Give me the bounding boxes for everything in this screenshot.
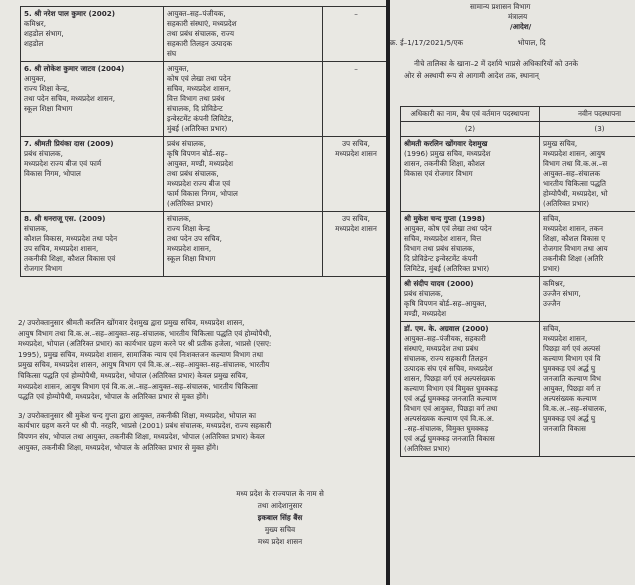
cell-line: मध्यप्रदेश राज्य बीज एवं	[167, 179, 231, 188]
cell-line: विभाग एवं आयुक्त, पिछड़ा वर्ग तथा	[404, 404, 498, 413]
paragraph-line: कार्यभार ग्रहण करने पर श्री पी. नरहरि, भाप्रसे (2001) प्रबंध संचालक, मध्यप्रदेश, राज्य सहकारी	[18, 421, 272, 431]
cell-line: श्रीमती करलिन खोंगवार देशमुख	[404, 139, 488, 148]
cell-line: मध्यप्रदेश शासन, आयुष	[543, 149, 606, 158]
cell-line: वित्त विभाग तथा प्रबंध	[167, 94, 225, 103]
new-posting-cell	[164, 7, 323, 62]
cell-line: 8. श्री धनराजू एस. (2009)	[24, 214, 106, 223]
cell-line: शिक्षा, कौशल विकास ए	[543, 234, 606, 243]
table-row	[401, 277, 635, 322]
cell-line: फार्म विकास निगम, भोपाल	[167, 189, 238, 198]
transfer-table	[400, 106, 635, 457]
additional-charge-cell	[323, 7, 387, 62]
cell-line: एवं अर्द्ध घुमक्कड़ जनजाति विकास	[404, 434, 495, 443]
cell-line: होम्योपैथी, मध्यप्रदेश, भो	[543, 189, 608, 198]
officer-cell	[21, 7, 164, 62]
officer-cell	[21, 137, 164, 212]
new-posting-cell	[540, 212, 635, 277]
cell-line: प्रमुख सचिव,	[543, 139, 578, 148]
table-header-row	[401, 107, 635, 122]
cell-line: सचिव,	[543, 214, 561, 223]
signature-block	[200, 488, 360, 548]
paragraph-line: पद्धति एवं होम्योपैथी, मध्यप्रदेश, भोपाल के अतिरिक्त प्रभार से मुक्त होंगे।	[18, 392, 209, 402]
cell-line: –सह–संचालक, विमुक्त घुमक्कड़	[404, 424, 489, 433]
cell-line: रोजगार विभाग तथा आय	[543, 244, 608, 253]
cell-line: (अतिरिक्त प्रभार)	[167, 199, 214, 208]
cell-line: आयुक्त, मण्डी, मध्यप्रदेश	[167, 159, 233, 168]
cell-line: कल्याण विभाग एवं विमुक्त घुमक्कड़	[404, 384, 498, 393]
table-number-row	[401, 122, 635, 137]
additional-charge-cell	[323, 137, 387, 212]
column-number: (2)	[401, 122, 540, 137]
cell-line: घुमक्कड़ एवं अर्द्ध घु	[543, 414, 596, 423]
cell-line: आयुक्त, पिछड़ा वर्ग त	[543, 384, 601, 393]
cell-line: प्रभार)	[543, 264, 560, 273]
cell-line: स्कूल शिक्षा विभाग	[167, 254, 216, 263]
cell-line: संचालक, दि प्रोविडेन्ट	[167, 104, 223, 113]
paragraph-line: विपणन संघ, भोपाल तथा आयुक्त, तकनीकी शिक्षा, मध्यप्रदेश, भोपाल (अतिरिक्त प्रभार) केवल	[18, 431, 265, 441]
cell-line: लिमिटेड, मुंबई (अतिरिक्त प्रभार)	[404, 264, 490, 273]
order-paragraphs	[18, 318, 384, 453]
new-posting-cell	[164, 212, 323, 277]
cell-line: तकनीकी शिक्षा (अतिरि	[543, 254, 604, 263]
cell-line: उज्जैन	[543, 299, 561, 308]
cell-line: डॉ. एम. के. अग्रवाल (2000)	[404, 324, 489, 333]
cell-line: वि.क.अ.–सह–संचालक,	[543, 404, 607, 413]
cell-line: प्रबंध संचालक,	[24, 149, 63, 158]
table-row	[21, 212, 387, 277]
cell-line: आयुक्त,	[167, 64, 189, 73]
paragraph-line: 3/ उपरोक्तानुसार श्री मुकेश चन्द गुप्ता द्वारा आयुक्त, तकनीकी शिक्षा, मध्यप्रदेश, भोपाल का	[18, 410, 256, 420]
cell-line: (अतिरिक्त प्रभार)	[404, 444, 451, 453]
cell-line: मध्यप्रदेश शासन	[335, 149, 377, 158]
paragraph-line: आयुष विभाग तथा वि.क.अ.–सह–आयुक्त–सह–संचालक, भारतीय चिकित्सा पद्धति एवं होम्योपैथी,	[18, 328, 272, 338]
ministry-label: मंत्रालय	[508, 12, 528, 21]
cell-line: –	[354, 9, 358, 18]
cell-line: उज्जैन संभाग,	[543, 289, 581, 298]
officer-cell	[401, 277, 540, 322]
order-intro	[404, 58, 635, 82]
cell-line: संचालक,	[24, 224, 48, 233]
cell-line: कोष एवं लेखा तथा पदेन	[167, 74, 231, 83]
cell-line: कौशल विकास, मध्यप्रदेश तथा पदेन	[24, 234, 118, 243]
column-header-new-posting: नवीन पदस्थापना	[540, 107, 635, 122]
cell-line: तथा पदेन सचिव, मध्यप्रदेश शासन,	[24, 94, 115, 103]
officer-cell	[401, 322, 540, 457]
cell-line: आयुक्त–सह–पंजीयक, सहकारी	[404, 334, 486, 343]
table-row	[401, 212, 635, 277]
new-posting-cell	[540, 277, 635, 322]
cell-line: स्कूल शिक्षा विभाग	[24, 104, 73, 113]
officer-cell	[21, 212, 164, 277]
new-posting-cell	[540, 137, 635, 212]
cell-line: सहकारी तिलहन उत्पादक	[167, 39, 233, 48]
paragraph-line: 1995), प्रमुख सचिव, मध्यप्रदेश शासन, सामाजिक न्याय एवं निःशक्तजन कल्याण विभाग तथा	[18, 349, 263, 359]
cell-line: श्री मुकेश चन्द गुप्ता (1998)	[404, 214, 486, 223]
cell-line: श्री संदीप यादव (2000)	[404, 279, 474, 288]
cell-line: शहडोल संभाग,	[24, 29, 64, 38]
paragraph-line: मध्यप्रदेश, भोपाल (अतिरिक्त प्रभार) का कार्यभार ग्रहण करने पर श्री प्रतीक हजेला, भाप्रसे (एसए:	[18, 339, 272, 349]
cell-line: सचिव, मध्यप्रदेश शासन, वित्त	[404, 234, 482, 243]
cell-line: विकास एवं रोजगार विभाग	[404, 169, 473, 178]
cell-line: मध्यप्रदेश राज्य बीज एवं फार्म	[24, 159, 102, 168]
new-posting-cell	[540, 322, 635, 457]
cell-line: सहकारी संस्थाएं, मध्यप्रदेश	[167, 19, 237, 28]
cell-line: –	[354, 64, 358, 73]
paragraph-line: 2/ उपरोक्तानुसार श्रीमती करलिन खोंगवार देशमुख द्वारा प्रमुख सचिव, मध्यप्रदेश शासन,	[18, 318, 245, 327]
signature-line: मध्य प्रदेश के राज्यपाल के नाम से	[236, 489, 324, 498]
paragraph-line: मध्यप्रदेश शासन, आयुष विभाग एवं वि.क.अ.–सह–आयुक्त–सह–संचालक, भारतीय चिकित्सा	[18, 381, 258, 391]
cell-line: कृषि विपणन बोर्ड–सह–	[167, 149, 228, 158]
cell-line: आयुक्त,	[24, 74, 46, 83]
new-posting-cell	[164, 137, 323, 212]
cell-line: 7. श्रीमती प्रियंका दास (2009)	[24, 139, 114, 148]
cell-line: विभाग तथा प्रबंध संचालक,	[404, 244, 475, 253]
cell-line: तकनीकी शिक्षा, कौशल विकास एवं	[24, 254, 116, 263]
cell-line: मुंबई (अतिरिक्त प्रभार)	[167, 124, 228, 133]
cell-line: कमिश्नर,	[543, 279, 565, 288]
cell-line: मध्यप्रदेश शासन,	[167, 244, 212, 253]
cell-line: अल्पसंख्यक कल्याण एवं वि.क.अ.	[404, 414, 494, 423]
cell-line: मण्डी, मध्यप्रदेश	[404, 309, 446, 318]
cell-line: शासन, तकनीकी शिक्षा, कौशल	[404, 159, 485, 168]
cell-line: तथा पदेन उप सचिव,	[167, 234, 222, 243]
cell-line: आयुक्त–सह–पंजीयक,	[167, 9, 226, 18]
cell-line: पिछड़ा वर्ग एवं अल्पसं	[543, 344, 601, 353]
paragraph-line: आयुक्त, तकनीकी शिक्षा, मध्यप्रदेश, भोपाल के अतिरिक्त प्रभार से मुक्त होंगे।	[18, 442, 219, 452]
transfer-table-continued	[20, 6, 386, 277]
order-number: क्र. ई–1/17/2021/5/एक	[390, 38, 463, 47]
cell-line: सचिव, मध्यप्रदेश शासन,	[167, 84, 231, 93]
new-posting-cell	[164, 62, 323, 137]
cell-line: प्रबंध संचालक,	[404, 289, 443, 298]
table-row	[401, 322, 635, 457]
cell-line: तथा प्रबंध संचालक, राज्य	[167, 29, 235, 38]
cell-line: संघ	[167, 49, 177, 58]
officer-cell	[21, 62, 164, 137]
signature-line: तथा आदेशानुसार	[257, 501, 303, 510]
cell-line: कृषि विपणन बोर्ड–सह–आयुक्त,	[404, 299, 487, 308]
cell-line: मध्यप्रदेश शासन,	[543, 334, 588, 343]
table-row	[21, 7, 387, 62]
paragraph-spacer	[18, 403, 384, 411]
table-row	[21, 62, 387, 137]
cell-line: एवं अर्द्ध घुमक्कड़ जनजाति कल्याण	[404, 394, 497, 403]
cell-line: राज्य शिक्षा केन्द्र,	[24, 84, 70, 93]
cell-line: प्रबंध संचालक,	[167, 139, 206, 148]
cell-line: (1996) प्रमुख सचिव, मध्यप्रदेश	[404, 149, 491, 158]
table-row	[21, 137, 387, 212]
cell-line: दि प्रोविडेन्ट इन्वेस्टमेंट कंपनी	[404, 254, 478, 263]
cell-line: कल्याण विभाग एवं वि	[543, 354, 601, 363]
cell-line: उत्पादक संघ एवं सचिव, मध्यप्रदेश	[404, 364, 493, 373]
intro-line: ओर से अस्थायी रूप से आगामी आदेश तक, स्थानान्	[404, 71, 539, 80]
cell-line: विकास निगम, भोपाल	[24, 169, 81, 178]
signature-line: इकबाल सिंह बैंस	[257, 513, 303, 522]
department-name: सामान्य प्रशासन विभाग	[470, 2, 531, 11]
officer-cell	[401, 137, 540, 212]
cell-line: मध्यप्रदेश शासन	[335, 224, 377, 233]
cell-line: उप सचिव, मध्यप्रदेश शासन,	[24, 244, 99, 253]
intro-line: नीचे तालिका के खाना–2 में दर्शाये भाप्रसे अधिकारियों को उनके	[414, 59, 579, 68]
cell-line: रोजगार विभाग	[24, 264, 63, 273]
cell-line: राज्य शिक्षा केन्द्र	[167, 224, 210, 233]
cell-line: (अतिरिक्त प्रभार)	[543, 199, 590, 208]
order-place-date: भोपाल, दि	[517, 38, 546, 47]
signature-line: मध्य प्रदेश शासन	[257, 537, 303, 546]
table-row	[401, 137, 635, 212]
cell-line: संस्थाएं, मध्यप्रदेश तथा प्रबंध	[404, 344, 479, 353]
order-header	[390, 2, 635, 48]
cell-line: आयुक्त, कोष एवं लेखा तथा पदेन	[404, 224, 492, 233]
right-document-page	[390, 0, 635, 585]
cell-line: सचिव,	[543, 324, 561, 333]
paragraph-line: प्रमुख सचिव, मध्यप्रदेश शासन, आयुष विभाग एवं वि.क.अ.–सह–आयुक्त–सह–संचालक, भारतीय	[18, 360, 270, 370]
cell-line: जनजाति कल्याण विभ	[543, 374, 601, 383]
column-header-officer: अधिकारी का नाम, बैच एवं वर्तमान पदस्थापना	[401, 107, 540, 122]
cell-line: शहडोल	[24, 39, 44, 48]
paragraph-line: चिकित्सा पद्धति एवं होम्योपैथी, मध्यप्रदेश, भोपाल (अतिरिक्त प्रभार) केवल प्रमुख सचिव,	[18, 370, 249, 380]
cell-line: कमिश्नर,	[24, 19, 46, 28]
cell-line: जनजाति विकास	[543, 424, 586, 433]
additional-charge-cell	[323, 212, 387, 277]
signature-line: मुख्य सचिव	[264, 525, 296, 534]
cell-line: मध्यप्रदेश शासन, तकन	[543, 224, 604, 233]
cell-line: घुमक्कड़ एवं अर्द्ध घु	[543, 364, 596, 373]
officer-cell	[401, 212, 540, 277]
cell-line: 6. श्री लोकेश कुमार जाटव (2004)	[24, 64, 125, 73]
cell-line: 5. श्री नरेश पाल कुमार (2002)	[24, 9, 116, 18]
cell-line: तथा प्रबंध संचालक,	[167, 169, 219, 178]
cell-line: इन्वेस्टमेंट कंपनी लिमिटेड,	[167, 114, 234, 123]
cell-line: आयुक्त–सह–संचालक	[543, 169, 601, 178]
cell-line: उप सचिव,	[342, 214, 370, 223]
order-label: /आदेश/	[510, 22, 532, 31]
cell-line: भारतीय चिकित्सा पद्धति	[543, 179, 606, 188]
cell-line: विभाग तथा वि.क.अ.–स	[543, 159, 608, 168]
cell-line: संचालक, राज्य सहकारी तिलहन	[404, 354, 488, 363]
cell-line: अल्पसंख्यक कल्याण	[543, 394, 597, 403]
cell-line: संचालक,	[167, 214, 191, 223]
cell-line: शासन, पिछड़ा वर्ग एवं अल्पसंख्यक	[404, 374, 496, 383]
column-number: (3)	[540, 122, 635, 137]
cell-line: उप सचिव,	[342, 139, 370, 148]
additional-charge-cell	[323, 62, 387, 137]
